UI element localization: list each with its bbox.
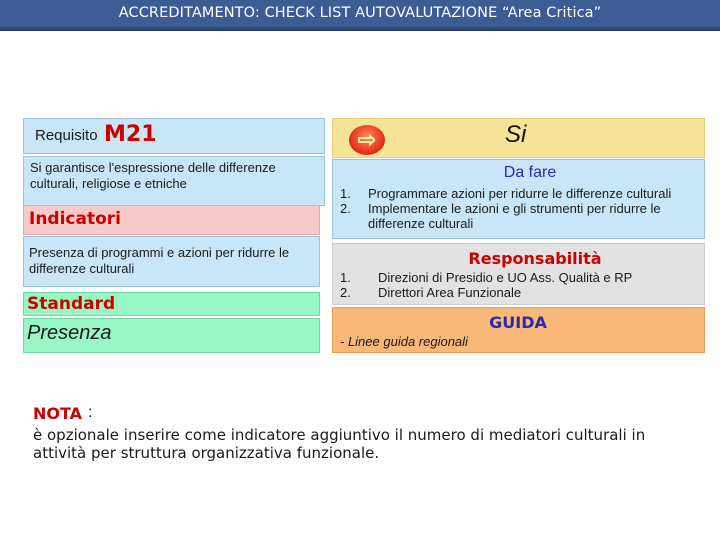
list-item-number: 1. — [340, 186, 351, 201]
requisito-code: M21 — [104, 122, 157, 147]
list-item-number: 1. — [340, 270, 351, 285]
arrow-right-icon: ⇨ — [357, 127, 377, 152]
list-item-text: Direzioni di Presidio e UO Ass. Qualità e RP — [378, 270, 633, 285]
requisito-description: Si garantisce l'espressione delle differenze culturali, religiose e etniche — [30, 160, 276, 191]
da-fare-title: Da fare — [503, 164, 557, 181]
standard-title: Standard — [27, 294, 116, 314]
nota-label: NOTA — [33, 404, 83, 423]
list-item-text: Programmare azioni per ridurre le differenze culturali — [368, 186, 672, 201]
requisito-label: Requisito — [35, 127, 98, 144]
da-fare-list — [340, 186, 700, 231]
list-item-text: Direttori Area Funzionale — [378, 285, 522, 300]
responsabilita-list — [340, 270, 700, 300]
guida-title: GUIDA — [489, 313, 547, 332]
page-title: ACCREDITAMENTO: CHECK LIST AUTOVALUTAZIONE “Area Critica” — [118, 5, 602, 21]
responsabilita-title: Responsabilità — [468, 249, 602, 268]
list-item-number: 2. — [340, 285, 351, 300]
nota-colon: : — [88, 404, 93, 421]
list-item — [340, 186, 700, 201]
status-value: Si — [505, 121, 527, 148]
title-divider — [0, 29, 720, 31]
standard-value: Presenza — [27, 322, 112, 344]
list-item-text: Implementare le azioni e gli strumenti per ridurre le differenze culturali — [368, 201, 661, 231]
indicatori-description: Presenza di programmi e azioni per ridurre le differenze culturali — [29, 245, 290, 276]
nota-text: è opzionale inserire come indicatore aggiuntivo il numero di mediatori culturali in attività per struttura organizzativa funzionale. — [33, 426, 646, 462]
guida-text: - Linee guida regionali — [340, 334, 468, 349]
list-item — [340, 201, 700, 231]
list-item — [340, 270, 700, 285]
list-item — [340, 285, 700, 300]
list-item-number: 2. — [340, 201, 351, 216]
indicatori-title: Indicatori — [29, 209, 121, 229]
